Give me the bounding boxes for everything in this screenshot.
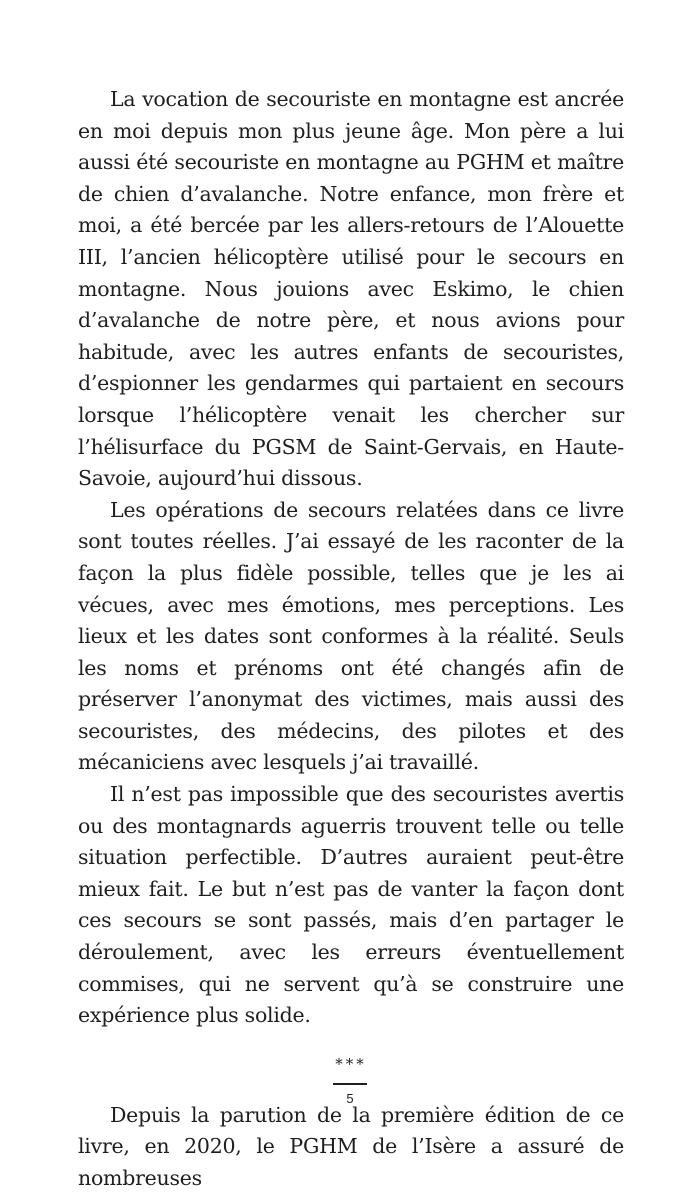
section-separator: *** <box>335 1054 367 1073</box>
footer-rule <box>333 1083 367 1085</box>
paragraph-1: La vocation de secouriste en montagne est ancrée en moi depuis mon plus jeune âge. Mon père a lui aussi été secouriste en montagne au PGHM et maître de chien d’avalanche. Notre enfance, mon frère et moi, a été bercée par les allers-retours de l’Alouette III, l’ancien hélicoptère utilisé pour le secours en montagne. Nous jouions avec Eskimo, le chien d’avalanche de notre père, et nous avions pour habitude, avec les autres enfants de secouristes, d’espionner les gendarmes qui partaient en secours lorsque l’hélicoptère venait les chercher sur l’hélisurface du PGSM de Saint-Gervais, en Haute-Savoie, aujourd’hui dissous. <box>78 87 624 491</box>
page-number: 5 <box>346 1091 354 1106</box>
paragraph-3: Il n’est pas impossible que des secouristes avertis ou des montagnards aguerris trouvent telle ou telle situation perfectible. D’autres auraient peut-être mieux fait. Le but n’est pas de vanter la façon dont ces secours se sont passés, mais d’en partager le déroulement, avec les erreurs éventuellement commises, qui ne servent qu’à se construire une expérience plus solide. <box>78 782 624 1028</box>
paragraph-2: Les opérations de secours relatées dans ce livre sont toutes réelles. J’ai essayé de les raconter de la façon la plus fidèle possible, telles que je les ai vécues, avec mes émotions, mes perceptions. Les lieux et les dates sont conformes à la réalité. Seuls les noms et prénoms ont été changés afin de préserver l’anonymat des victimes, mais aussi des secouristes, des médecins, des pilotes et des mécaniciens avec lesquels j’ai travaillé. <box>78 497 624 775</box>
page-footer <box>333 1083 367 1107</box>
page-body <box>78 84 624 1195</box>
paragraph-4: Depuis la parution de la première édition de ce livre, en 2020, le PGHM de l’Isère a assuré de nombreuses <box>78 1102 624 1190</box>
